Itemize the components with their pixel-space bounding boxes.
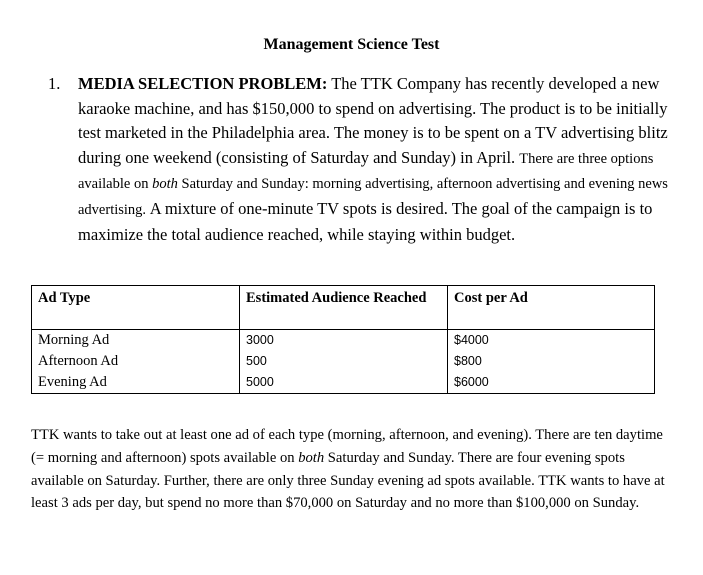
- constraints-part2: Saturday and Sunday. There are four evening spots available on Saturday. Further, there are only three Sunday evening ad spots available. TTK wants to have at least 3 ads per day, but spend no more than $70,000 on Saturday and no more than $100,000 on Sunday.: [31, 449, 665, 512]
- constraints-paragraph: [31, 424, 671, 515]
- table-row: [32, 372, 655, 394]
- problem-closing: A mixture of one-minute TV spots is desired. The goal of the campaign is to maximize the total audience reached, while staying within budget.: [78, 198, 653, 244]
- cell-ad-type: Evening Ad: [32, 372, 240, 394]
- header-ad-type: Ad Type: [32, 286, 240, 330]
- cell-cost: $800: [448, 351, 655, 372]
- page-title: Management Science Test: [263, 36, 440, 53]
- constraints-emphasis: both: [298, 449, 325, 466]
- cell-ad-type: Afternoon Ad: [32, 351, 240, 372]
- problem-intro: The TTK Company has recently developed a new karaoke machine, and has $150,000 to spend on advertising. The product is to be initially test marketed in the Philadelphia area. The money is to be spent on a TV advertising blitz during one weekend (consisting of Saturday and Sunday) in April.: [78, 74, 668, 167]
- cell-audience: 3000: [240, 330, 448, 352]
- cell-audience: 500: [240, 351, 448, 372]
- cell-cost: $6000: [448, 372, 655, 394]
- table-row: [32, 351, 655, 372]
- header-estimated-audience: Estimated Audience Reached: [240, 286, 448, 330]
- problem-options-emphasis: both: [152, 176, 178, 193]
- header-cost-per-ad: Cost per Ad: [448, 286, 655, 330]
- problem-section: [48, 72, 668, 247]
- problem-options-pre: There are three options available on: [78, 150, 654, 193]
- ad-table-header-row: [32, 286, 655, 330]
- constraints-part1: TTK wants to take out at least one ad of each type (morning, afternoon, and evening). There are ten daytime (= morning and afternoon) spots available on: [31, 427, 663, 466]
- ad-table: [31, 285, 655, 394]
- problem-options-post: Saturday and Sunday: morning advertising, afternoon advertising and evening news advertising.: [78, 176, 668, 218]
- table-row: [32, 330, 655, 352]
- problem-text: [78, 72, 668, 247]
- cell-ad-type: Morning Ad: [32, 330, 240, 352]
- problem-number: 1.: [48, 74, 61, 93]
- cell-audience: 5000: [240, 372, 448, 394]
- cell-cost: $4000: [448, 330, 655, 352]
- problem-heading: MEDIA SELECTION PROBLEM:: [78, 74, 328, 93]
